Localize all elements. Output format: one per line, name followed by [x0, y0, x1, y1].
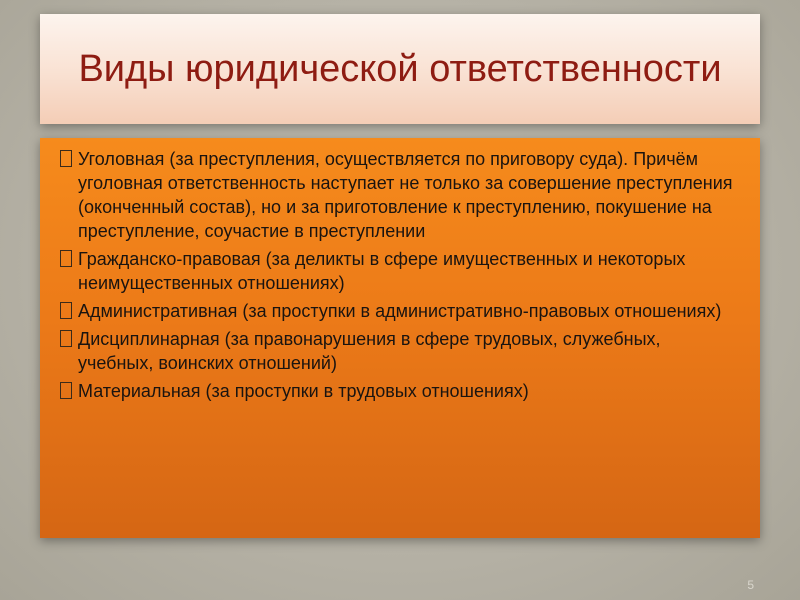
list-item [60, 299, 740, 323]
list-item [60, 247, 740, 295]
bullet-box-icon [60, 382, 72, 399]
title-box [40, 14, 760, 124]
list-item-text: Дисциплинарная (за правонарушения в сфере трудовых, служебных, учебных, воинских отношений) [78, 329, 661, 373]
page-number: 5 [747, 578, 754, 592]
list-item [60, 327, 740, 375]
bullet-box-icon [60, 302, 72, 319]
list-item [60, 147, 740, 243]
bullet-box-icon [60, 150, 72, 167]
bullet-list [60, 147, 740, 403]
bullet-box-icon [60, 330, 72, 347]
list-item [60, 379, 740, 403]
list-item-text: Уголовная (за преступления, осуществляется по приговору суда). Причём уголовная ответственность наступает не только за совершение преступления (оконченный состав), но и за приготовление к преступлению, покушение на преступление, соучастие в преступлении [78, 149, 733, 241]
list-item-text: Гражданско-правовая (за деликты в сфере имущественных и некоторых неимущественных отношениях) [78, 249, 686, 293]
bullet-box-icon [60, 250, 72, 267]
slide-title: Виды юридической ответственности [78, 48, 722, 90]
content-box [40, 138, 760, 538]
list-item-text: Материальная (за проступки в трудовых отношениях) [78, 381, 529, 401]
list-item-text: Административная (за проступки в административно-правовых отношениях) [78, 301, 722, 321]
